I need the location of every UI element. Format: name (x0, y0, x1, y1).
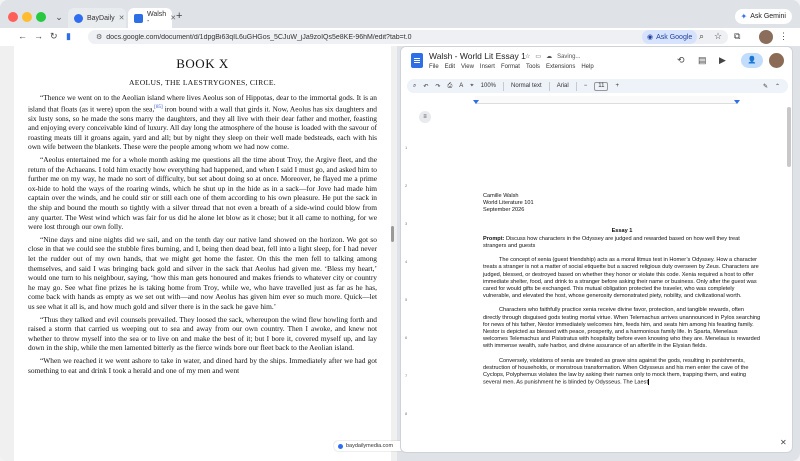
menu-view[interactable]: View (461, 64, 474, 70)
chapter-subtitle: AEOLUS, THE LAESTRYGONES, CIRCE. (129, 78, 276, 87)
docs-favicon-icon (134, 14, 143, 23)
book-paragraph: “When we reached it we went ashore to take in water, and dined hard by the ships. Immediately after we had got something to eat and drink I took a herald and one of my men and went (28, 355, 377, 375)
window-bottom (400, 453, 793, 461)
new-tab-button[interactable]: + (176, 10, 183, 22)
reader-pane (0, 46, 397, 461)
tab-label: Walsh - (147, 11, 167, 25)
print-icon[interactable]: ⎙ (447, 82, 453, 89)
split-view-handle[interactable] (391, 226, 394, 242)
menu-extensions[interactable]: Extensions (545, 64, 576, 70)
essay-paragraph: Conversely, violations of xenia are treated as grave sins against the gods, resulting in punishments, destruction of households, or monstrous transformation. When Odysseus and his men enter the cave of the Cyclops, Polyphemus violates the law by asking their names only to mock them, trapping them, and eating several men. As punishment he is blinded by Odysseus. The Laest (483, 357, 749, 386)
tab-search-icon[interactable]: ⌄ (55, 12, 63, 22)
window-minimize-button[interactable] (22, 12, 32, 22)
comment-icon[interactable]: ▤ (698, 55, 707, 65)
essay-paragraph: Characters who faithfully practice xenia receive divine favor, protection, and tangible rewards, often directly through disguised gods testing mortal virtue. When Telemachus arrives unannounced in Pylos searching for news of his father, Nestor immediately welcomes him, feeds him, and seats him among his feasting family. Nestor is depicted as blessed with peace, prosperity, and a harmonious family life. In Sparta, Menelaus welcomes Telemachus and Pisistratus with hospitality before even knowing who they are. Menelaus is rewarded with immense wealth, safe harbor, and divine assurance of an afterlife in the Elysian fields. (483, 307, 761, 350)
star-icon[interactable]: ☆ (525, 54, 531, 60)
docs-pane (400, 46, 793, 453)
close-side-panel-icon[interactable]: ✕ (780, 438, 787, 447)
right-indent-marker[interactable] (734, 100, 740, 104)
menu-help[interactable]: Help (581, 64, 594, 70)
font-size-decrease-button[interactable]: − (583, 83, 588, 89)
profile-avatar[interactable] (759, 30, 773, 44)
font-size-increase-button[interactable]: + (615, 83, 619, 89)
gemini-icon: ✦ (740, 12, 748, 21)
back-arrow-icon[interactable]: ← (18, 31, 27, 41)
history-icon[interactable]: ⟲ (677, 55, 685, 65)
docs-header (401, 47, 793, 81)
redo-icon[interactable]: ↷ (435, 83, 441, 90)
style-select[interactable]: Normal text (511, 83, 542, 89)
docs-logo-icon[interactable] (411, 53, 423, 68)
menu-file[interactable]: File (429, 64, 439, 70)
ruler-tick: 8 (405, 411, 408, 416)
book-paragraph: “Thus they talked and evil counsels prevailed. They loosed the sack, whereupon the wind flew howling forth and raised a storm that carried us weeping out to sea and away from our own country. Then I awoke, and knew not whether to throw myself into the sea or to live on and make the best of it; but I bore it, covered myself up, and lay down in the ship, while the men lamented bitterly as the fierce winds bore our fleet back to the Aeolian island. (28, 314, 377, 353)
site-info-icon[interactable]: ⚙ (96, 34, 103, 41)
ruler-tick: 6 (405, 335, 408, 340)
undo-icon[interactable]: ↶ (423, 83, 429, 90)
google-lens-icon: ◉ (647, 34, 654, 41)
save-status: Saving... (557, 53, 581, 60)
close-icon[interactable]: ✕ (170, 15, 177, 22)
ruler-tick: 3 (405, 221, 408, 226)
menu-insert[interactable]: Insert (479, 64, 495, 70)
menu-format[interactable]: Format (500, 64, 520, 70)
tab-strip (0, 0, 800, 28)
address-bar[interactable] (88, 30, 728, 44)
more-menu-icon[interactable]: ⋮ (779, 31, 788, 41)
zoom-select[interactable]: 100% (480, 83, 497, 89)
tab-baydaily[interactable] (68, 8, 126, 28)
header-line: Camille Walsh (483, 193, 519, 199)
book-paragraph: “Thence we went on to the Aeolian island where lives Aeolus son of Hippotas, dear to the immortal gods. It is an island that floats (as it were) upon the sea,[85] iron bound with a wall that girds it. Now, Aeolus has six daughters and six lusty sons, so he made the sons marry the daughters, and they all live with their dear father and mother, feasting and enjoying every conceivable kind of luxury. All day long the atmosphere of the house is loaded with the savour of roasting meats till it groans again, yard and all; but by night they sleep on their well made bedsteads, each with his own wife between the blankets. These were the people among whom we had now come. (28, 93, 378, 152)
ruler-track (475, 96, 737, 104)
font-select[interactable]: Arial (556, 83, 569, 89)
baydaily-favicon-icon (74, 14, 83, 23)
window-close-button[interactable] (8, 12, 18, 22)
close-icon[interactable]: ✕ (118, 15, 125, 22)
divider (503, 82, 504, 91)
ruler-tick: 4 (405, 259, 408, 264)
bookmark-star-icon[interactable]: ☆ (714, 31, 723, 41)
docs-menubar (429, 64, 594, 70)
cloud-sync-icon: ☁ (546, 54, 553, 60)
horizontal-ruler[interactable] (425, 96, 788, 104)
window-zoom-button[interactable] (36, 12, 46, 22)
extensions-icon[interactable]: ⧉ (734, 31, 741, 41)
account-avatar[interactable] (769, 53, 784, 68)
ruler-tick: 2 (405, 183, 408, 188)
ruler-tick: 5 (405, 297, 408, 302)
ask-google-button[interactable] (642, 30, 697, 44)
menu-edit[interactable]: Edit (444, 64, 456, 70)
document-outline-icon[interactable]: ≡ (419, 111, 431, 123)
tab-walsh[interactable] (128, 8, 177, 28)
document-page[interactable] (421, 107, 781, 452)
ruler-tick: 1 (405, 145, 408, 150)
chevron-up-icon[interactable]: ⌃ (774, 83, 780, 90)
site-badge-label: baydailymedia.com (346, 443, 394, 449)
zoom-icon[interactable]: ⌕ (699, 31, 705, 41)
site-badge[interactable] (334, 441, 409, 451)
tab-label: BayDaily (87, 14, 115, 22)
essay-prompt: Prompt: Discuss how characters in the Odyssey are judged and rewarded based on how well they treat strangers and guests (483, 235, 740, 250)
menu-tools[interactable]: Tools (525, 64, 540, 70)
ask-gemini-button[interactable] (735, 9, 793, 24)
book-page (14, 46, 394, 461)
meet-icon[interactable]: ▶ (719, 55, 726, 65)
move-folder-icon[interactable]: ▭ (535, 54, 542, 60)
ask-google-label: Ask Google (656, 33, 693, 41)
forward-arrow-icon[interactable]: → (34, 31, 43, 41)
essay-title: Essay 1 (611, 227, 633, 234)
browser-toolbar (0, 28, 800, 46)
book-title: BOOK X (176, 56, 229, 71)
essay-paragraph: The concept of xenia (guest friendship) acts as a moral litmus test in Homer’s Odyssey. How a character treats a stranger is not a matter of social etiquette but a sacred religious duty overseen by Zeus. Characters are judged, blessed, or destroyed based on whether they honor or violate this code. Xenia required a host to offer immediate shelter, food, and drink to a stranger before asking their name or business. Only after the guest was cared for would gifts be exchanged. This mutual obligation protected the traveler, who was completely vulnerable, and elevated the host, whose generosity demonstrated piety, nobility, and civilizational worth. (483, 257, 759, 300)
search-menus-icon[interactable]: ⌕ (413, 82, 417, 89)
font-size-input[interactable]: 11 (594, 82, 608, 91)
book-paragraph: “Nine days and nine nights did we sail, and on the tenth day our native land showed on the horizon. We got so close in that we could see the stubble fires burning, and I, being then dead beat, fell into a light sleep, for I had never let the rudder out of my own hands, that we might get home the faster. On this the men fell to talking among themselves, and said I was bringing back gold and silver in the sack that Aeolus had given me. ‘Bless my heart,’ would one turn to his neighbour, saying, ‘how this man gets honoured and makes friends to whatever city or country he may go. See what fine prizes he is taking home from Troy, while we, who have travelled just as far as he has, come back with hands as empty as we set out with—and now Aeolus has given him ever so much more. Quick—let us see what it all is, and how much gold and silver there is in the sack he gave him.’ (28, 234, 377, 311)
paint-format-icon[interactable]: ⌖ (470, 82, 474, 89)
url-text: docs.google.com/document/d/1dpgBi63qIL6uGHGos_5CJuW_jJa9zoIQs5e8KE-96hM/edit?tab=t.0 (106, 33, 412, 41)
header-line: World Literature 101 (483, 200, 534, 207)
side-panel-icon[interactable]: ▮ (66, 31, 71, 41)
divider (576, 82, 577, 91)
site-favicon-icon (338, 444, 343, 449)
header-line: September 2026 (483, 207, 525, 214)
scrollbar[interactable] (787, 107, 791, 167)
document-title[interactable]: Walsh - World Lit Essay 1 (429, 51, 526, 61)
ruler-tick: 7 (405, 373, 408, 378)
share-person-icon: 👤 (747, 57, 757, 64)
book-paragraph: “Aeolus entertained me for a whole month asking me questions all the time about Troy, the Argive fleet, and the return of the Achaeans. I told him exactly how everything had happened, and when I said I must go, and asked him to further me on my way, he made no sort of difficulty, but set about doing so at once. Moreover, he flayed me a prime ox-hide to hold the ways of the roaring winds, which he shut up in the hide as in a sack—for Jove had made him captain over the winds, and he could stir or still each one of them according to his own pleasure. He put the sack in the ship and bound the mouth so tightly with a silver thread that not even a breath of a side-wind could blow from any quarter. The West wind which was fair for us did he alone let blow as it chose; but it all came to nothing, for we were lost through our own folly. (28, 155, 377, 232)
left-indent-marker[interactable] (473, 100, 479, 104)
divider (549, 82, 550, 91)
share-button[interactable] (741, 53, 763, 68)
doc-status (525, 53, 580, 60)
vertical-ruler (404, 107, 412, 447)
ask-gemini-label: Ask Gemini (750, 13, 786, 20)
text-cursor (648, 379, 649, 385)
footnote-link[interactable]: [85] (154, 104, 163, 110)
spellcheck-icon[interactable]: A (459, 83, 464, 89)
format-toolbar (407, 79, 788, 93)
pencil-edit-icon[interactable]: ✎ (762, 83, 768, 90)
reload-icon[interactable]: ↻ (50, 31, 58, 41)
